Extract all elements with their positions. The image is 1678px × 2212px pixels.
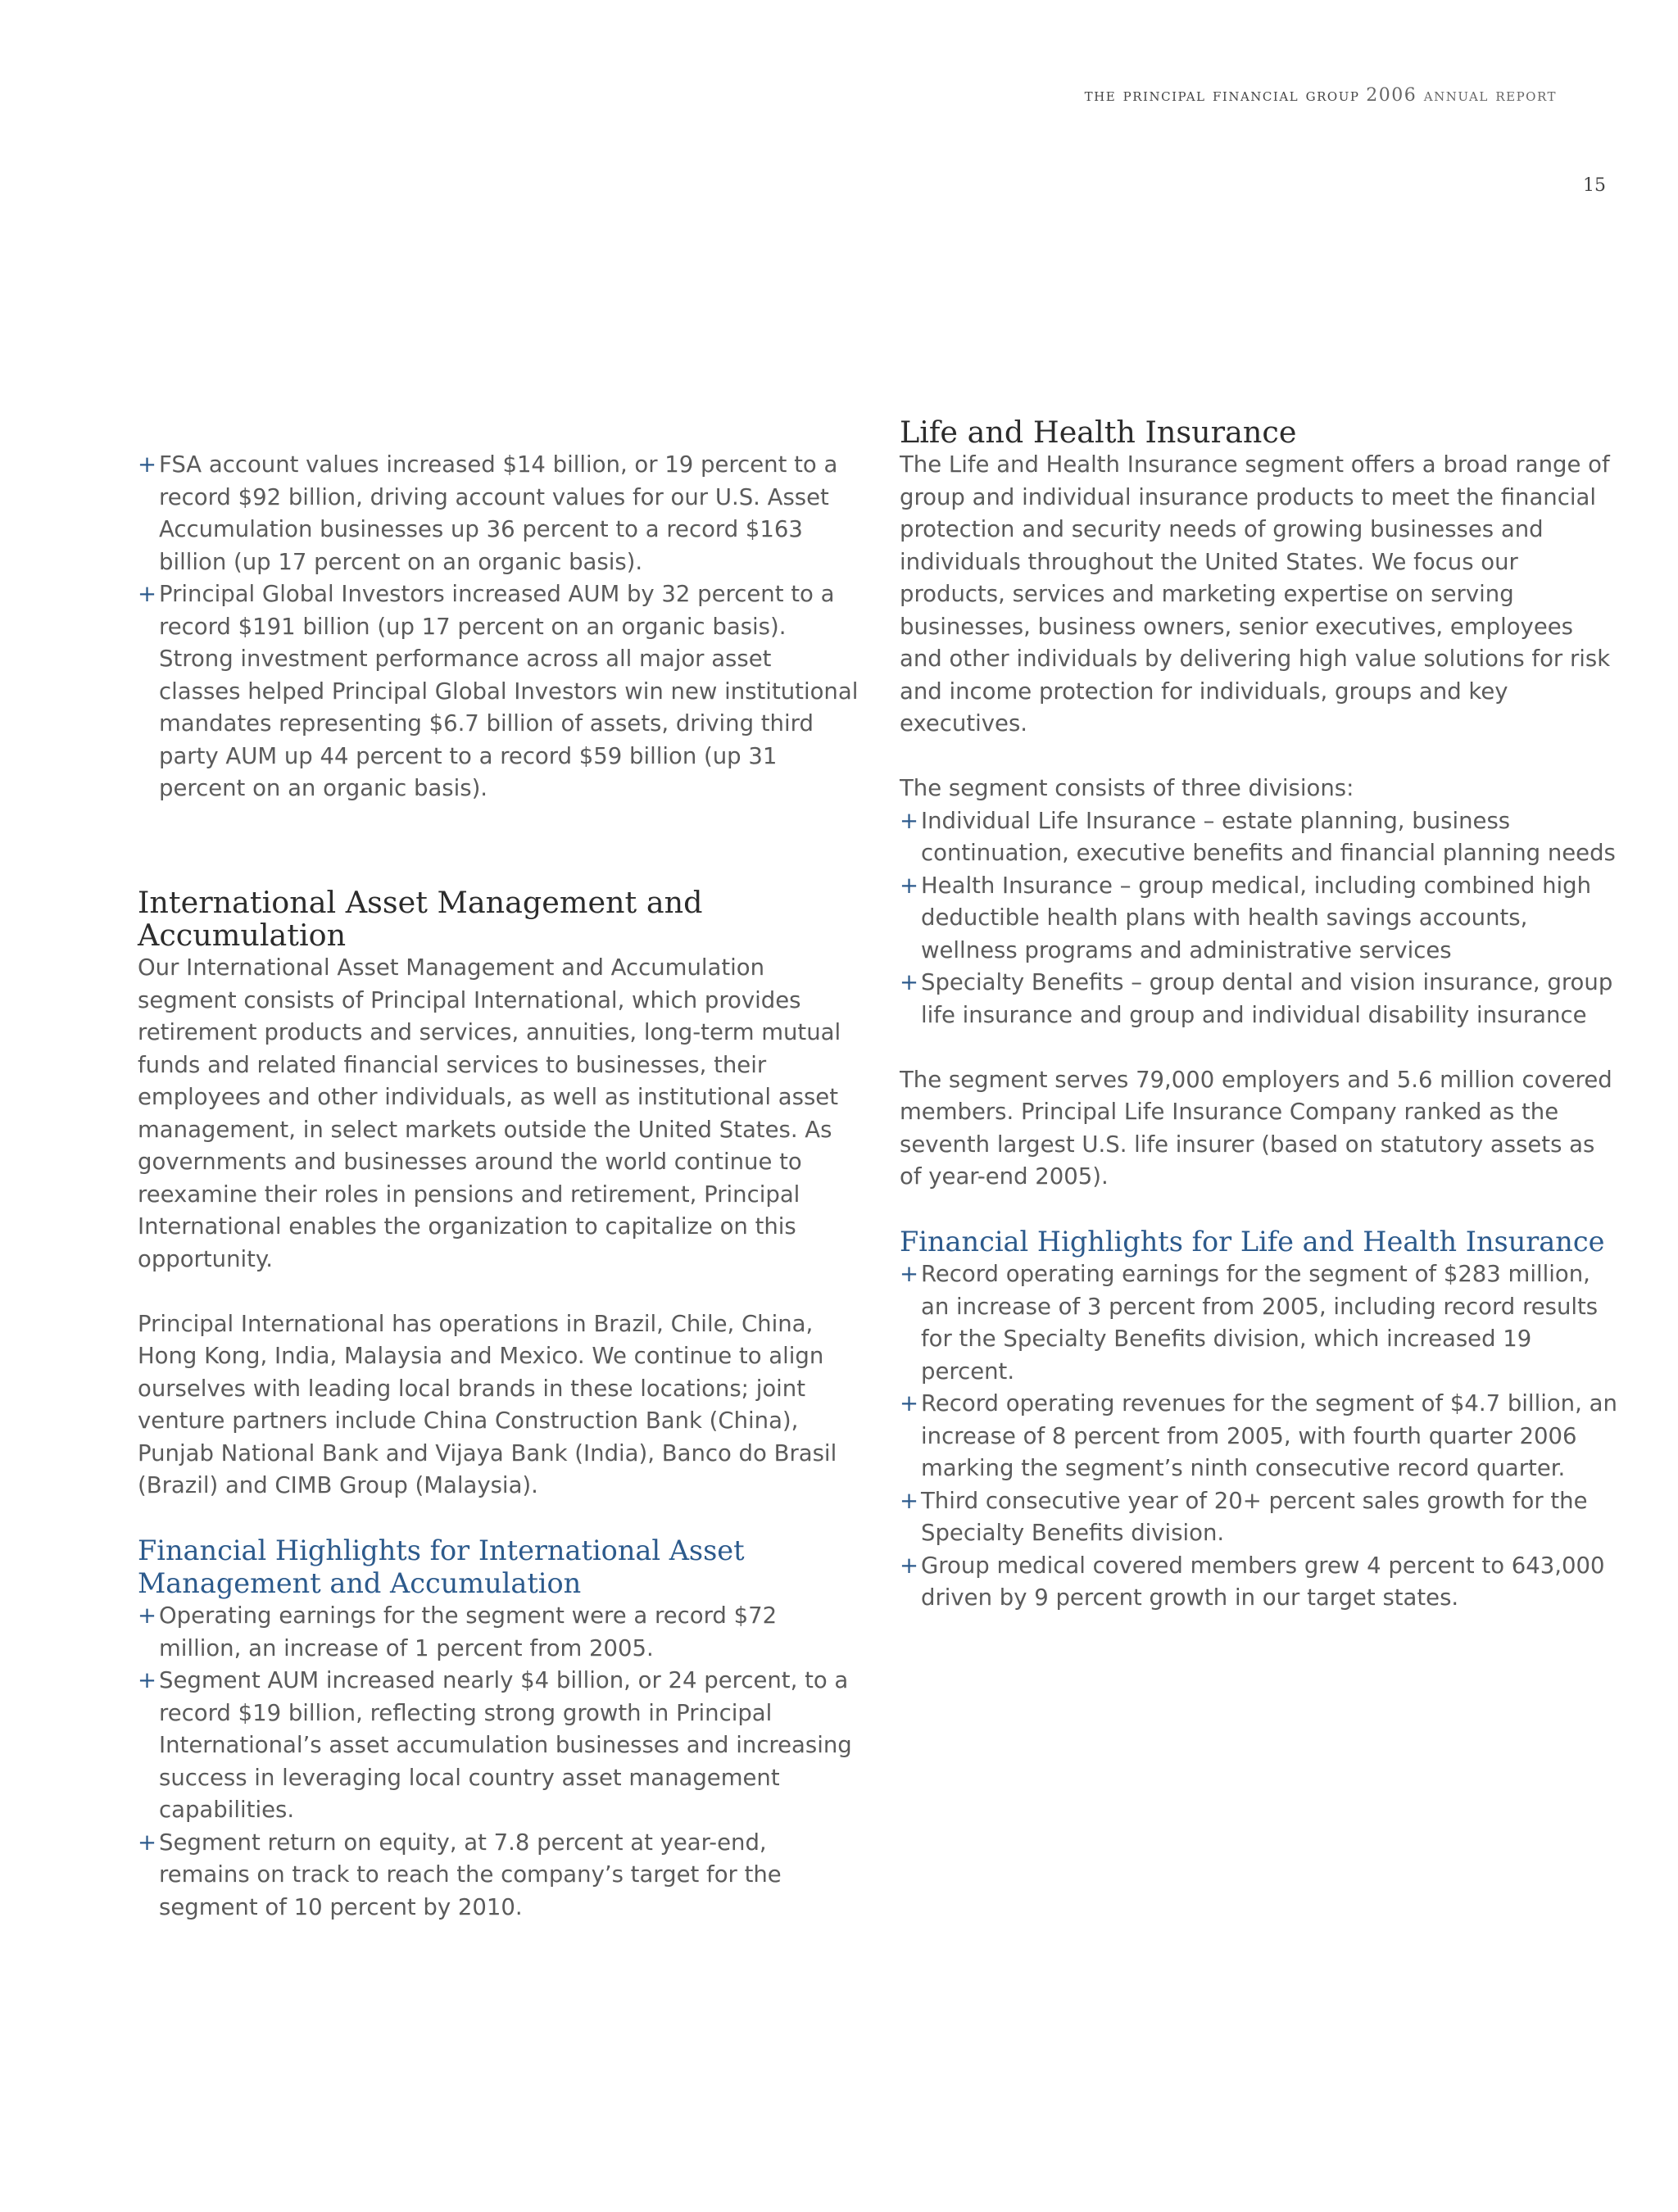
- lh-divisions-intro: The segment consists of three divisions:: [900, 775, 1354, 801]
- intl-paragraph-2: Principal International has operations in Brazil, Chile, China, Hong Kong, India, Malaysia and Mexico. We continue to align ourselves with leading local brands in these locations; joint venture partners include China Construction Bank (China), Punjab National Bank and Vijaya Bank (India), Banco do Brasil (Brazil) and CIMB Group (Malaysia).: [138, 1310, 837, 1498]
- list-item: + Group medical covered members grew 4 percent to 643,000 driven by 9 percent growth in our target states.: [900, 1550, 1621, 1615]
- header-company-name: the principal financial group: [1084, 85, 1360, 106]
- lh-paragraph-2: The segment serves 79,000 employers and 5.6 million covered members. Principal Life Insurance Company ranked as the seventh largest U.S. life insurer (based on statutory assets as of year-end 2005).: [900, 1066, 1612, 1190]
- life-health-section: [900, 416, 1621, 1615]
- list-item: + Operating earnings for the segment were a record $72 million, an increase of 1 percent from 2005.: [138, 1600, 859, 1665]
- intl-highlights-title: Financial Highlights for International Asset Management and Accumulation: [138, 1534, 745, 1599]
- header-report-name: 2006 annual report: [1366, 85, 1557, 106]
- lh-highlights-list: [900, 1258, 1621, 1615]
- list-item: + Segment return on equity, at 7.8 percent at year-end, remains on track to reach the company’s target for the segment of 10 percent by 2010.: [138, 1827, 859, 1924]
- top-bullet-list: [138, 449, 859, 805]
- page-number: 15: [1583, 175, 1606, 196]
- intl-section: [138, 886, 859, 1924]
- list-item: + Third consecutive year of 20+ percent sales growth for the Specialty Benefits division.: [900, 1485, 1621, 1550]
- lh-highlights-title: Financial Highlights for Life and Health Insurance: [900, 1226, 1605, 1258]
- intl-paragraph-1: Our International Asset Management and Accumulation segment consists of Principal International, which provides retirement products and services, annuities, long-term mutual funds and related financial services to businesses, their employees and other individuals, as well as institutional asset management, in select markets outside the United States. As governments and businesses around the world continue to reexamine their roles in pensions and retirement, Principal International enables the organization to capitalize on this opportunity.: [138, 954, 841, 1272]
- list-item: + Health Insurance – group medical, including combined high deductible health plans with health savings accounts, wellness programs and administrative services: [900, 870, 1621, 968]
- intl-highlights-list: [138, 1600, 859, 1924]
- lh-divisions-list: [900, 805, 1621, 1032]
- section-title-international: International Asset Management and Accumulation: [138, 885, 703, 953]
- list-item: + Individual Life Insurance – estate planning, business continuation, executive benefits and financial planning needs: [900, 805, 1621, 870]
- list-item: + Specialty Benefits – group dental and vision insurance, group life insurance and group and individual disability insurance: [900, 967, 1621, 1031]
- list-item: + FSA account values increased $14 billion, or 19 percent to a record $92 billion, driving account values for our U.S. Asset Accumulation businesses up 36 percent to a record $163 billion (up 17 percent on an organic basis).: [138, 449, 859, 578]
- list-item: + Record operating earnings for the segment of $283 million, an increase of 3 percent from 2005, including record results for the Specialty Benefits division, which increased 19 percent.: [900, 1258, 1621, 1388]
- lh-paragraph-1: The Life and Health Insurance segment offers a broad range of group and individual insurance products to meet the financial protection and security needs of growing businesses and individuals throughout the United States. We focus our products, services and marketing expertise on serving businesses, business owners, senior executives, employees and other individuals by delivering high value solutions for risk and income protection for individuals, groups and key executives.: [900, 451, 1611, 737]
- left-column: [138, 449, 859, 805]
- list-item: + Principal Global Investors increased AUM by 32 percent to a record $191 billion (up 17 percent on an organic basis). Strong investment performance across all major asset classes helped Principal Global Investors win new institutional mandates representing $6.7 billion of assets, driving third party AUM up 44 percent to a record $59 billion (up 31 percent on an organic basis).: [138, 578, 859, 805]
- running-header: [1085, 85, 1557, 106]
- list-item: + Record operating revenues for the segment of $4.7 billion, an increase of 8 percent from 2005, with fourth quarter 2006 marking the segment’s ninth consecutive record quarter.: [900, 1388, 1621, 1485]
- section-title-life-health: Life and Health Insurance: [900, 415, 1297, 450]
- list-item: + Segment AUM increased nearly $4 billion, or 24 percent, to a record $19 billion, reflecting strong growth in Principal International’s asset accumulation businesses and increasing success in leveraging local country asset management capabilities.: [138, 1665, 859, 1827]
